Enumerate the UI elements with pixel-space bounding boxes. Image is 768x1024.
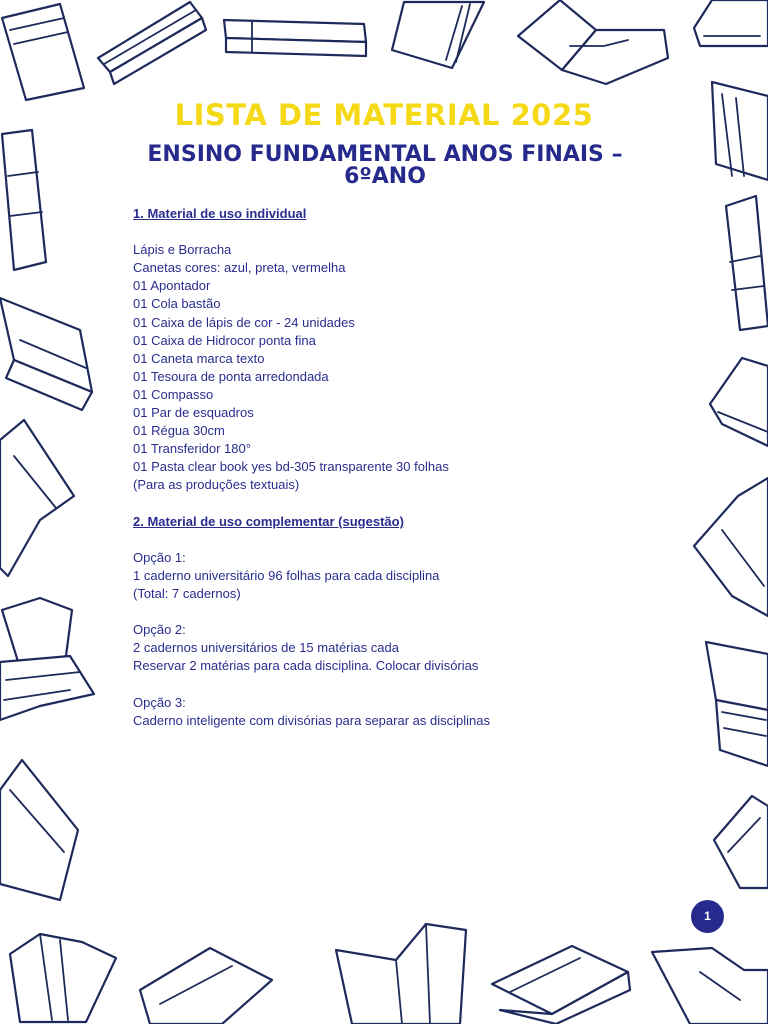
- book-icon: [0, 598, 94, 720]
- list-item: 01 Transferidor 180°: [133, 441, 251, 457]
- option-line: Caderno inteligente com divisórias para separar as disciplinas: [133, 712, 490, 728]
- book-icon: [492, 946, 630, 1024]
- book-icon: [714, 796, 768, 888]
- list-item: 01 Tesoura de ponta arredondada: [133, 368, 329, 384]
- book-icon: [10, 934, 116, 1022]
- document-subtitle: ENSINO FUNDAMENTAL ANOS FINAIS – 6ºANO: [147, 142, 623, 189]
- material-list: [133, 205, 603, 730]
- book-icon: [0, 420, 74, 576]
- book-icon: [2, 4, 84, 100]
- book-icon: [710, 358, 768, 446]
- list-item: 01 Caixa de lápis de cor - 24 unidades: [133, 314, 355, 330]
- option-line: 1 caderno universitário 96 folhas para cada disciplina: [133, 567, 440, 583]
- book-icon: [224, 20, 366, 56]
- list-item: Canetas cores: azul, preta, vermelha: [133, 260, 346, 276]
- book-icon: [336, 924, 466, 1024]
- book-icon: [140, 948, 272, 1024]
- book-icon: [0, 298, 92, 410]
- option-line: 2 cadernos universitários de 15 matérias cada: [133, 640, 399, 656]
- list-item: 01 Compasso: [133, 386, 214, 402]
- option-label: Opção 1:: [133, 549, 186, 565]
- list-item: 01 Caneta marca texto: [133, 350, 265, 366]
- section-heading-complementary: 2. Material de uso complementar (sugestão): [133, 513, 404, 529]
- book-icon: [0, 760, 78, 900]
- list-item: 01 Apontador: [133, 278, 211, 294]
- list-item: 01 Par de esquadros: [133, 405, 254, 421]
- document-title: LISTA DE MATERIAL 2025: [174, 98, 594, 132]
- list-item: 01 Cola bastão: [133, 296, 221, 312]
- list-item: (Para as produções textuais): [133, 477, 300, 493]
- option-label: Opção 3:: [133, 694, 186, 710]
- book-icon: [392, 2, 484, 68]
- option-line: (Total: 7 cadernos): [133, 585, 241, 601]
- book-icon: [2, 130, 46, 270]
- book-icon: [706, 642, 768, 766]
- list-item: 01 Caixa de Hidrocor ponta fina: [133, 332, 316, 348]
- book-icon: [652, 948, 768, 1024]
- book-icon: [694, 478, 768, 616]
- book-icon: [694, 0, 768, 46]
- list-item: 01 Pasta clear book yes bd-305 transparente 30 folhas: [133, 459, 449, 475]
- book-icon: [518, 0, 668, 84]
- page-number-badge: 1: [691, 900, 724, 933]
- list-item: Lápis e Borracha: [133, 242, 232, 258]
- section-heading-individual: 1. Material de uso individual: [133, 206, 307, 221]
- option-label: Opção 2:: [133, 622, 186, 638]
- book-icon: [726, 196, 768, 330]
- book-icon: [98, 2, 206, 84]
- list-item: 01 Régua 30cm: [133, 423, 225, 439]
- option-line: Reservar 2 matérias para cada disciplina. Colocar divisórias: [133, 658, 479, 674]
